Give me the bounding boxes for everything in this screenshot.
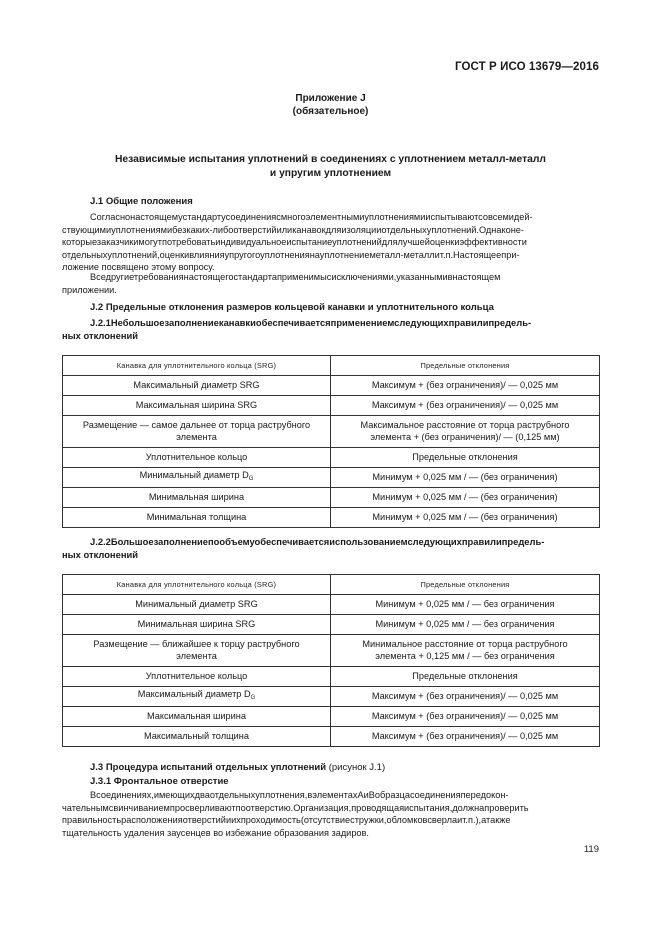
text-line: приложении. [62,284,117,295]
word: проводящая [351,802,405,813]
word: J.2.2 [90,536,111,547]
table-header-row [63,575,600,595]
appendix-title: Приложение J [295,93,366,104]
word: также [486,815,511,825]
section-j1-heading: J.1 Общие положения [90,196,193,207]
word: уплотнений, [107,249,160,260]
word: со [478,212,488,222]
word: уплотнениями [364,212,426,222]
word: Согласно [90,212,131,222]
word: Однако [478,224,511,235]
table-cell: Максимум + (без ограничения)/ — 0,025 мм [331,687,600,707]
word: проходимость [240,815,301,825]
word: просверливают [169,802,236,813]
word: отверстий [182,815,226,825]
word: для [325,224,342,235]
word: эффективности [459,237,527,247]
word: п. [445,249,454,260]
word: применимы [276,272,327,282]
word: соединения [225,212,277,222]
word: стандарта [233,272,277,282]
table-cell: Максимум + (без ограничения)/ — 0,025 мм [331,376,600,396]
word: ствующими [62,224,112,235]
word: и [457,815,463,825]
word: В [90,790,97,800]
section-j31-paragraph [62,789,600,839]
word: и [482,317,489,328]
text-line [62,814,600,827]
word: без [172,224,187,235]
word: настоящего [183,272,234,282]
word: другие [105,272,134,282]
word: предель- [488,317,532,328]
table-row [63,416,600,448]
word: металл-металл [369,249,435,260]
table-cell: Минимальная толщина [63,508,331,528]
appendix-status: (обязательное) [292,106,369,117]
word: испытание [286,237,333,247]
word: стружки, [350,815,387,825]
table-row [63,687,600,707]
section-j3-heading [90,762,385,773]
word: два [194,790,210,800]
word: их [231,815,241,825]
section-j31-heading: J.3.1 Фронтальное отверстие [90,776,229,787]
word: изоляции [341,224,382,235]
text-line: ных отклонений [62,329,139,341]
word: настоящем [452,272,501,282]
word: проверить [484,802,529,813]
word: предель- [501,536,545,547]
word: потребовать [162,237,216,247]
word: заполнение [164,317,219,328]
word: влияния [189,249,225,260]
word: оценки [159,249,190,260]
word: п.), [467,815,482,825]
subscript: G [250,694,256,701]
word: Большое [110,536,154,547]
table-cell: Размещение — самое дальнее от торца раструбного элемента [63,416,331,448]
subscript: G [248,475,254,482]
word: сверла [427,815,458,825]
word: указанными [396,272,448,282]
word: использованием [329,536,408,547]
table-small-fill [62,355,600,528]
table-row [63,595,600,615]
table-cell: Минимум + 0,025 мм / — (без ограничения) [331,508,600,528]
table-cell: Минимум + 0,025 мм / — без ограничения [331,595,600,615]
table-large-fill [62,574,600,747]
cell-text: Минимальный диаметр D [139,469,249,480]
text-line [62,802,600,815]
table-cell: Максимальный толщина [63,727,331,747]
word: в [447,272,453,282]
page-number: 119 [583,844,599,855]
text-line [62,236,600,249]
word: отдельных [209,790,256,800]
word: и [495,536,502,547]
table-row [63,488,600,508]
table-cell: Максимум + (без ограничения)/ — 0,025 мм [331,707,600,727]
word: могут [138,237,162,247]
word: правильность [62,815,122,825]
text-line [62,317,600,330]
table-cell: Максимум + (без ограничения)/ — 0,025 мм [331,727,600,747]
word: уплотнений. [426,224,479,235]
table-row [63,615,600,635]
word: J.2.1 [90,317,111,328]
word: стандарту [182,212,226,222]
section-j21-heading [62,317,600,342]
word: при- [501,249,520,260]
word: имеющих [153,790,195,800]
word: следующих [394,317,449,328]
word: испытания, [404,802,453,813]
table-cell: Предельные отклонения [331,667,600,687]
word: соединениях, [96,790,154,800]
word: оценки [429,237,460,247]
word: с [326,272,332,282]
word: канавок [292,224,326,235]
word: Небольшое [110,317,165,328]
word: уплотнения [260,249,310,260]
text-line: тщательность удаления заусенцев во избежание образования задиров. [62,827,369,838]
word: дей- [513,212,533,222]
word: канавки [218,317,256,328]
table-cell [63,468,331,488]
word: уплотнение [319,249,370,260]
word: обеспечивается [255,317,331,328]
word: правил [461,536,496,547]
column-header: Канавка для уплотнительного кольца (SRG) [63,356,331,376]
word: настоящему [130,212,183,222]
text-line [62,536,600,549]
word: испытывают [425,212,479,222]
table-cell: Минимум + 0,025 мм / — (без ограничения) [331,468,600,488]
table-cell: Максимальное расстояние от торца раструбного элемента + (без ограничения)/ — (0,125 мм) [331,416,600,448]
table-cell: Уплотнительное кольцо [63,667,331,687]
table-cell: Максимальная ширина SRG [63,396,331,416]
column-header: Предельные отклонения [331,356,600,376]
table-row [63,376,600,396]
main-title-line-2: и упругим уплотнением [269,168,392,179]
word: упругого [224,249,261,260]
word: B [368,790,375,800]
main-title-line-1: Независимые испытания уплотнений в соединениях с уплотнением металл-металл [115,154,546,165]
word: и [434,249,440,260]
table-header-row [63,356,600,376]
table-row [63,727,600,747]
word: перед [460,790,487,800]
word: должна [452,802,485,813]
word: лучшей [397,237,430,247]
table-row [63,448,600,468]
word: многоэлементными [280,212,365,222]
word: а [481,815,487,825]
cell-text: Максимальный диаметр D [137,688,251,699]
word: уплотнения, [255,790,308,800]
table-cell: Максимальная ширина [63,707,331,727]
word: применением [330,317,395,328]
word: индивидуальное [215,237,287,247]
table-row [63,635,600,667]
word: обеспечивается [254,536,330,547]
text-line [62,224,600,237]
section-j1-paragraph-2 [62,271,600,296]
word: отдельных [381,224,427,235]
word: Организация, [293,802,352,813]
word: чательным [62,802,109,813]
word: и [225,815,232,825]
word: окон- [486,790,509,800]
word: не- [510,224,524,235]
column-header: Предельные отклонения [331,575,600,595]
table-cell: Размещение — ближайшее к торцу раструбного элемента [63,635,331,667]
section-j1-paragraph-1 [62,211,600,274]
text-line [62,789,600,802]
word: заказчики [96,237,139,247]
table-cell: Максимальный диаметр SRG [63,376,331,396]
table-cell [63,687,331,707]
table-row [63,707,600,727]
column-header: Канавка для уплотнительного кольца (SRG) [63,575,331,595]
word: образца [374,790,410,800]
word: следующих [407,536,462,547]
table-cell: Минимальная ширина [63,488,331,508]
word: уплотнениями [111,224,173,235]
word: расположения [121,815,183,825]
word: исключениями, [331,272,397,282]
word: т. [462,815,468,825]
figure-reference: (рисунок J.1) [326,762,386,773]
word: которые [62,237,97,247]
word: отверстий [233,224,277,235]
text-line [62,211,600,224]
word: с [276,212,281,222]
word: свинчиванием [108,802,170,813]
table-cell: Минимальная ширина SRG [63,615,331,635]
word: для [381,237,398,247]
text-line: ложение посвящено этому вопросу. [62,262,215,272]
word: соединения [409,790,461,800]
word: т. [439,249,446,260]
word: объему [219,536,255,547]
table-cell: Минимум + 0,025 мм / — (без ограничения) [331,488,600,508]
word: в [307,790,313,800]
table-row [63,508,600,528]
word: отверстию. [245,802,294,813]
table-cell: Минимум + 0,025 мм / — без ограничения [331,615,600,635]
word: A [357,790,364,800]
word: на [309,249,320,260]
word: Настоящее [453,249,502,260]
word: всеми [487,212,514,222]
text-line: ных отклонений [62,548,139,560]
word: по [207,536,220,547]
word: элементах [312,790,358,800]
text-line [62,249,600,262]
table-cell: Максимум + (без ограничения)/ — 0,025 мм [331,396,600,416]
section-j22-heading [62,536,600,561]
word: заполнение [153,536,208,547]
table-cell: Минимальное расстояние от торца раструбного элемента + 0,125 мм / — без ограничения [331,635,600,667]
table-row [63,468,600,488]
word: или [276,224,293,235]
table-row [63,667,600,687]
word: отдельных [62,249,108,260]
text-line [62,271,600,284]
table-cell: Предельные отклонения [331,448,600,468]
word: (отсутствие [300,815,351,825]
word: каких-либо [186,224,234,235]
table-cell: Минимальный диаметр SRG [63,595,331,615]
word: уплотнений [332,237,382,247]
table-row [63,396,600,416]
word: правил [448,317,483,328]
table-cell: Уплотнительное кольцо [63,448,331,468]
section-j2-heading: J.2 Предельные отклонения размеров кольцевой канавки и уплотнительного кольца [90,302,494,313]
word: по [235,802,246,813]
standard-header: ГОСТ Р ИСО 13679—2016 [454,61,599,73]
word: обломков [386,815,428,825]
word: Все [90,272,106,282]
word: требования [133,272,184,282]
heading-text: J.3 Процедура испытаний отдельных уплотнений [90,762,327,773]
word: и [363,790,369,800]
